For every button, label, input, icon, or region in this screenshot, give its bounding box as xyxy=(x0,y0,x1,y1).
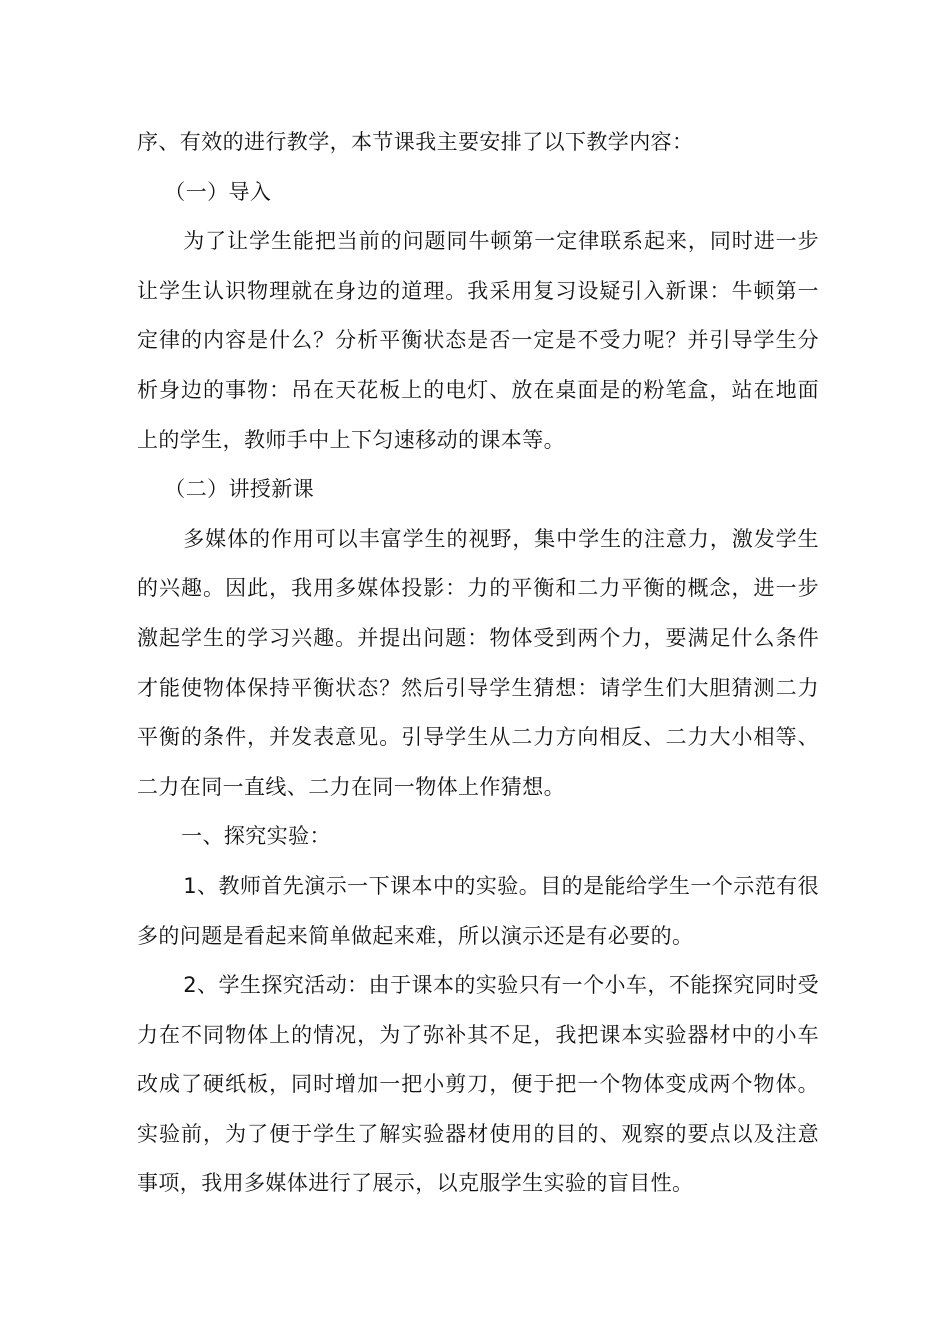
paragraph-new-lesson: 多媒体的作用可以丰富学生的视野，集中学生的注意力，激发学生的兴趣。因此，我用多媒体投影：力的平衡和二力平衡的概念，进一步激起学生的学习兴趣。并提出问题：物体受到两个力，要满足什么条件才能使物体保持平衡状态？然后引导学生猜想：请学生们大胆猜测二力平衡的条件，并发表意见。引导学生从二力方向相反、二力大小相等、二力在同一直线、二力在同一物体上作猜想。 xyxy=(137,526,819,799)
paragraph-experiment-1: 1、教师首先演示一下课本中的实验。目的是能给学生一个示范有很多的问题是看起来简单做起来难，所以演示还是有必要的。 xyxy=(137,873,819,948)
document-body xyxy=(137,118,819,1209)
paragraph-intro: 为了让学生能把当前的问题同牛顿第一定律联系起来，同时进一步让学生认识物理就在身边的道理。我采用复习设疑引入新课：牛顿第一定律的内容是什么？分析平衡状态是否一定是不受力呢？并引导学生分析身边的事物：吊在天花板上的电灯、放在桌面是的粉笔盒，站在地面上的学生，教师手中上下匀速移动的课本等。 xyxy=(137,229,819,452)
section-heading-new-lesson: （二）讲授新课 xyxy=(164,477,315,502)
section-heading-experiment: 一、探究实验： xyxy=(181,824,331,849)
paragraph-experiment-2: 2、学生探究活动：由于课本的实验只有一个小车，不能探究同时受力在不同物体上的情况，为了弥补其不足，我把课本实验器材中的小车改成了硬纸板，同时增加一把小剪刀，便于把一个物体变成两个物体。实验前，为了便于学生了解实验器材使用的目的、观察的要点以及注意事项，我用多媒体进行了展示，以克服学生实验的盲目性。 xyxy=(137,973,819,1196)
section-heading-intro: （一）导入 xyxy=(164,179,272,204)
paragraph-continuation: 序、有效的进行教学，本节课我主要安排了以下教学内容： xyxy=(137,130,694,154)
